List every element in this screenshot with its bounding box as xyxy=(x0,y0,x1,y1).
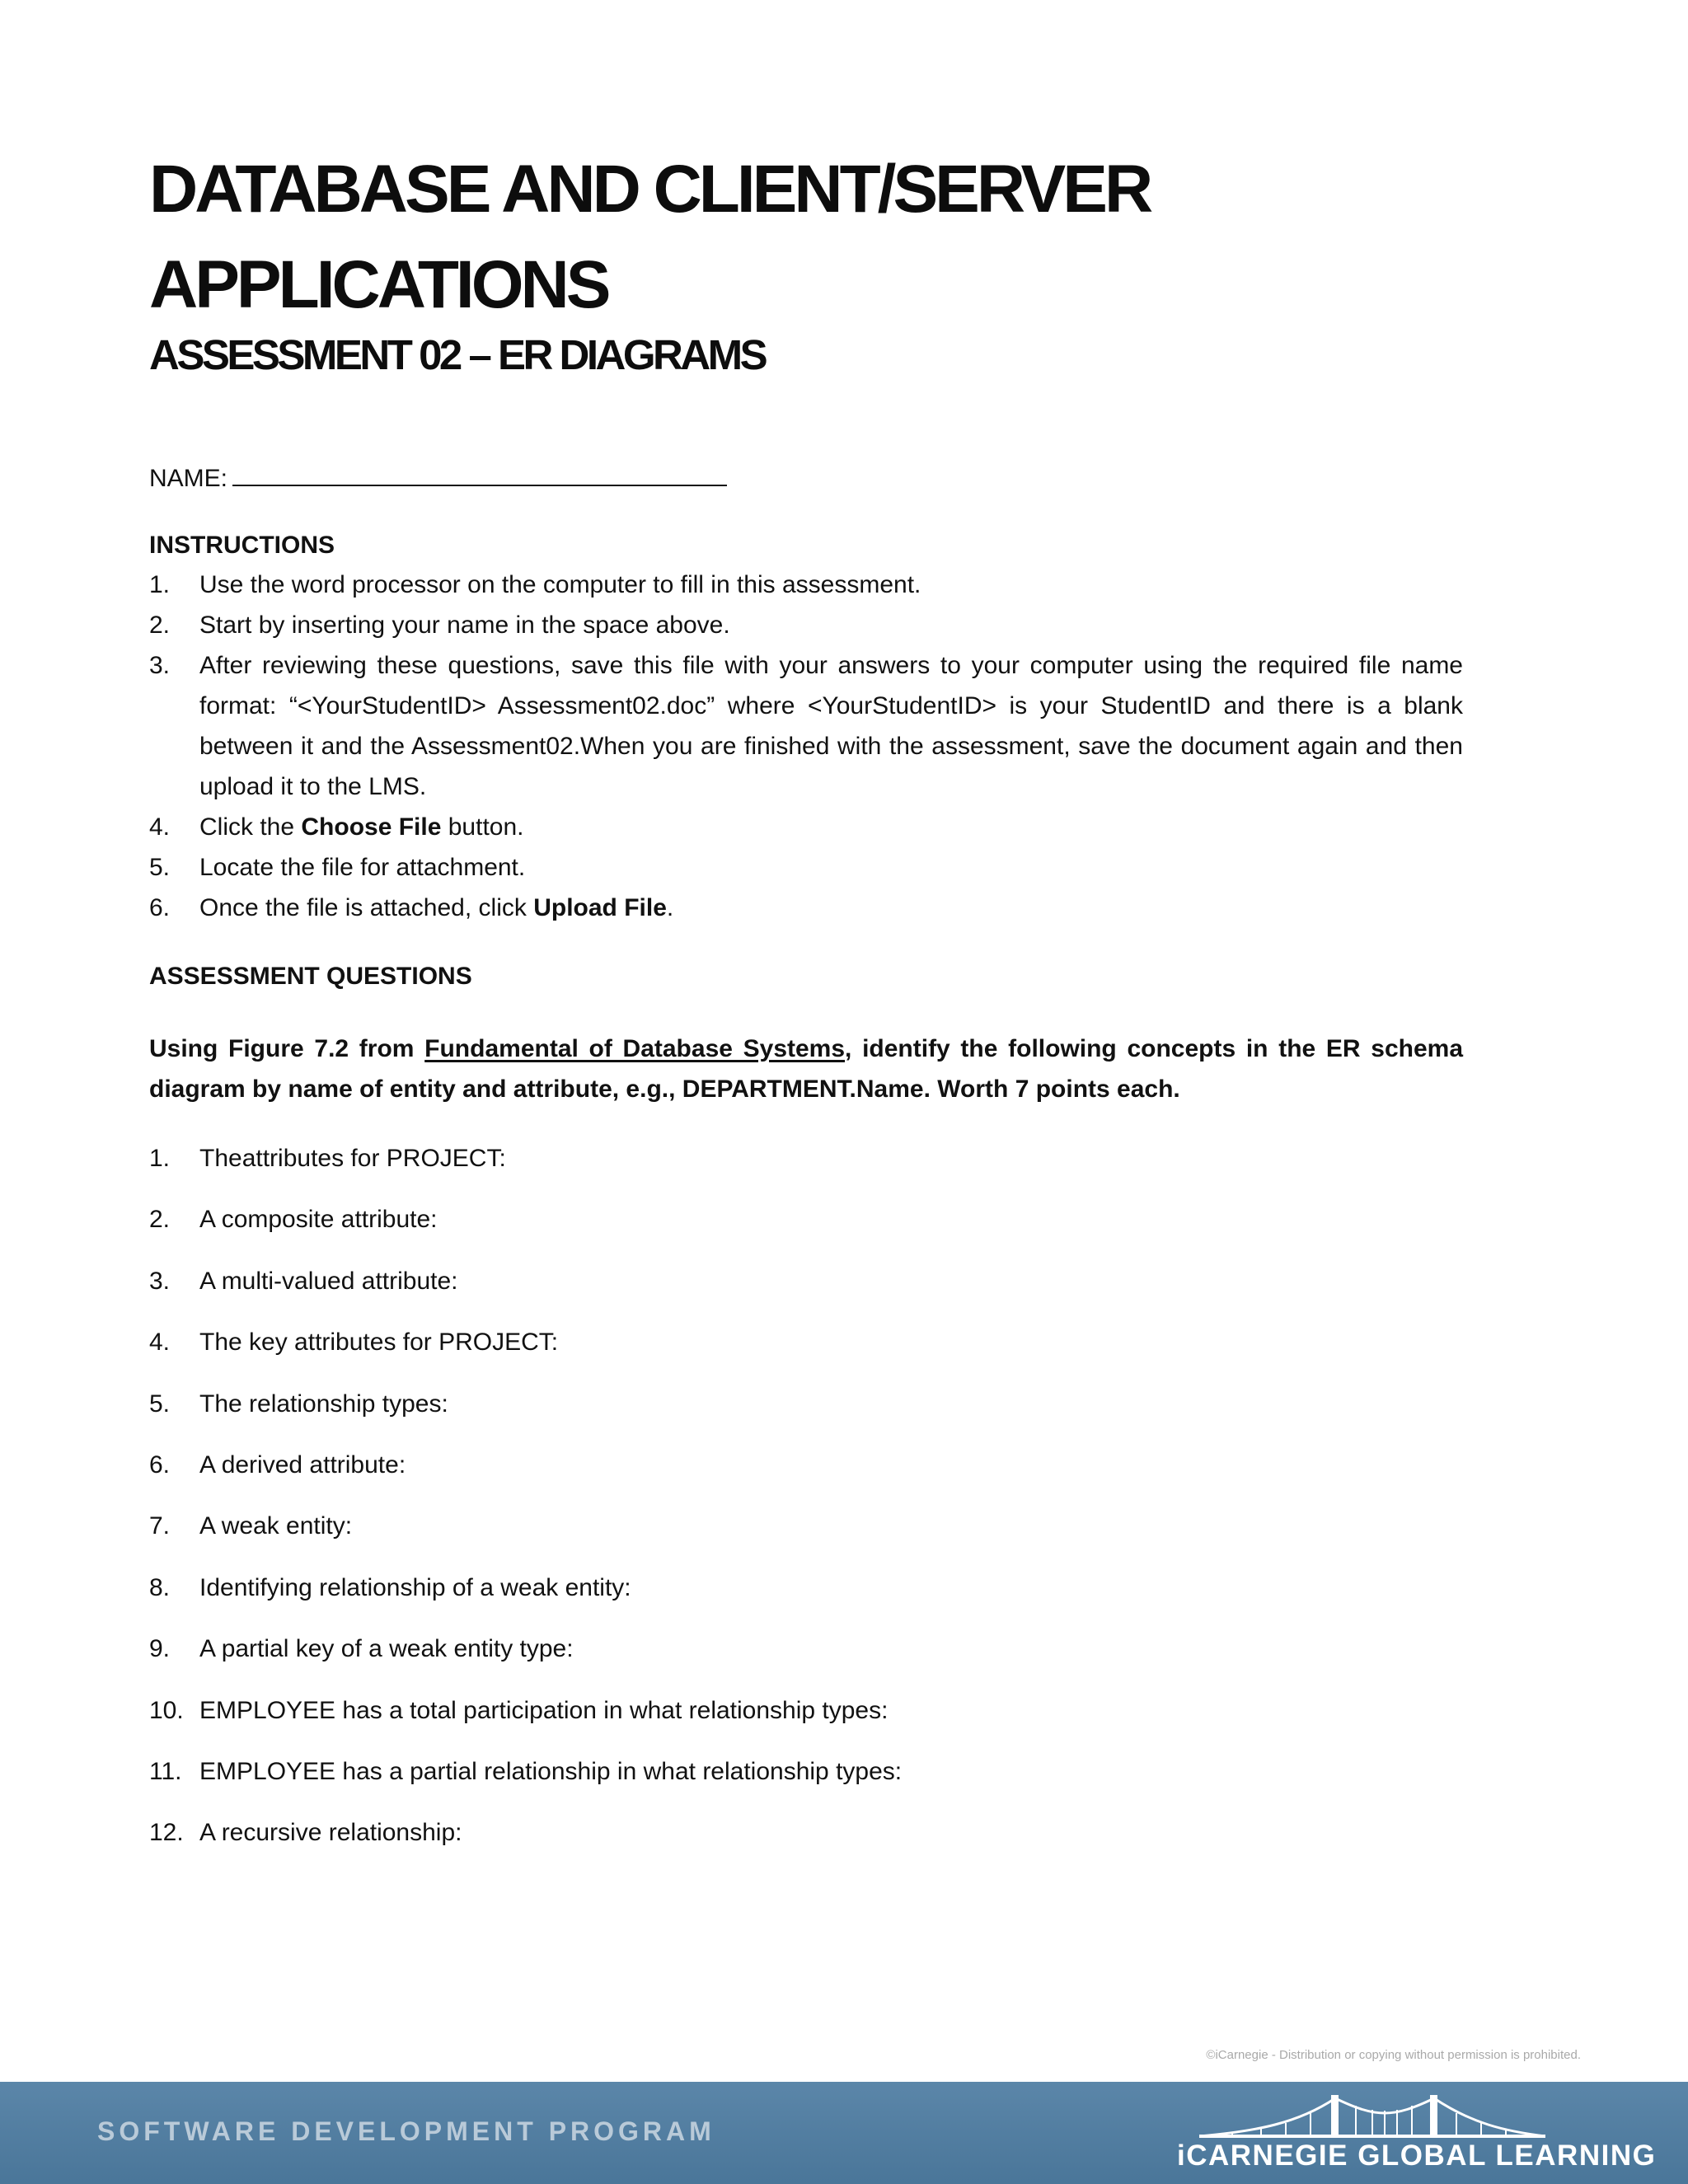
question-number: 12. xyxy=(149,1819,184,1847)
questions-list xyxy=(149,1138,1463,1874)
question-item xyxy=(149,1812,1463,1873)
question-item xyxy=(149,1384,1463,1445)
question-text: EMPLOYEE has a total participation in what relationship types: xyxy=(199,1696,889,1724)
instruction-text-before: Once the file is attached, click xyxy=(199,894,534,921)
question-item xyxy=(149,1445,1463,1506)
question-text: A composite attribute: xyxy=(199,1206,438,1234)
instruction-item xyxy=(149,847,1463,888)
question-number: 5. xyxy=(149,1390,171,1418)
question-item xyxy=(149,1199,1463,1260)
instruction-item xyxy=(149,645,1463,807)
question-text: EMPLOYEE has a partial relationship in what relationship types: xyxy=(199,1757,903,1785)
intro-text-after: , identify the following concepts in the ER schema diagram by name of entity and attribute, e.g., DEPARTMENT.Name. Worth 7 points each. xyxy=(149,1035,1463,1103)
question-text: A partial key of a weak entity type: xyxy=(199,1635,574,1663)
question-text: Identifying relationship of a weak entity: xyxy=(199,1573,631,1601)
question-number: 9. xyxy=(149,1635,171,1663)
question-text: A multi-valued attribute: xyxy=(199,1267,458,1295)
question-item xyxy=(149,1629,1463,1690)
question-number: 3. xyxy=(149,1267,171,1295)
question-item xyxy=(149,1138,1463,1199)
instruction-item xyxy=(149,565,1463,605)
instruction-text-before: Click the xyxy=(199,813,302,841)
question-item xyxy=(149,1322,1463,1383)
question-number: 4. xyxy=(149,1329,171,1357)
instruction-text-after: . xyxy=(666,894,674,921)
footer-band xyxy=(0,2082,1688,2184)
instruction-item xyxy=(149,605,1463,645)
instruction-number: 6. xyxy=(149,894,171,921)
question-number: 7. xyxy=(149,1512,171,1540)
instruction-text: Start by inserting your name in the space above. xyxy=(199,612,730,639)
question-text: A recursive relationship: xyxy=(199,1819,462,1847)
question-number: 10. xyxy=(149,1696,184,1724)
question-text: The key attributes for PROJECT: xyxy=(199,1329,559,1357)
question-number: 6. xyxy=(149,1451,171,1479)
brand-name: iCARNEGIE GLOBAL LEARNING xyxy=(1177,2139,1657,2172)
program-name: SOFTWARE DEVELOPMENT PROGRAM xyxy=(97,2116,715,2146)
question-item xyxy=(149,1506,1463,1567)
instruction-number: 2. xyxy=(149,612,171,639)
upload-file-label: Upload File xyxy=(533,894,667,921)
choose-file-label: Choose File xyxy=(301,813,442,841)
document-title: DATABASE AND CLIENT/SERVER APPLICATIONS xyxy=(149,152,1151,322)
instructions-list xyxy=(149,565,1463,928)
questions-intro xyxy=(149,1029,1463,1109)
instruction-item xyxy=(149,807,1463,847)
question-text: Theattributes for PROJECT: xyxy=(199,1145,506,1172)
question-number: 11. xyxy=(149,1757,182,1785)
name-field xyxy=(149,457,727,499)
assessment-questions-heading: ASSESSMENT QUESTIONS xyxy=(149,963,472,990)
instruction-text: Use the word processor on the computer to fill in this assessment. xyxy=(199,571,921,598)
question-number: 1. xyxy=(149,1145,171,1172)
name-blank-line xyxy=(232,457,727,486)
question-item xyxy=(149,1751,1463,1812)
instruction-number: 1. xyxy=(149,571,171,598)
question-text: A weak entity: xyxy=(199,1512,353,1540)
question-text: The relationship types: xyxy=(199,1390,448,1418)
copyright-notice: ©iCarnegie - Distribution or copying without permission is prohibited. xyxy=(1206,2048,1581,2062)
document-subtitle: ASSESSMENT 02 – ER DIAGRAMS xyxy=(149,331,766,378)
instruction-item xyxy=(149,888,1463,928)
question-number: 2. xyxy=(149,1206,171,1234)
question-text: A derived attribute: xyxy=(199,1451,406,1479)
instruction-number: 4. xyxy=(149,813,171,841)
question-number: 8. xyxy=(149,1573,171,1601)
question-item xyxy=(149,1568,1463,1629)
name-label: NAME: xyxy=(149,465,228,492)
instruction-number: 3. xyxy=(149,652,171,679)
question-item xyxy=(149,1690,1463,1751)
book-title: Fundamental of Database Systems xyxy=(424,1035,846,1062)
instruction-text: Locate the file for attachment. xyxy=(199,854,526,881)
intro-text-before: Using Figure 7.2 from xyxy=(149,1035,425,1062)
instructions-heading: INSTRUCTIONS xyxy=(149,532,335,559)
instruction-text-after: button. xyxy=(441,813,524,841)
instruction-number: 5. xyxy=(149,854,171,881)
instruction-text: After reviewing these questions, save this file with your answers to your computer using the required file name format: “<YourStudentID> Assessment02.doc” where <YourStudentID> is your StudentID and there is a blank between it and the Assessment02.When you are finished with the assessment, save the document again and then upload it to the LMS. xyxy=(199,652,1463,800)
bridge-logo-icon xyxy=(1199,2090,1545,2141)
question-item xyxy=(149,1261,1463,1322)
